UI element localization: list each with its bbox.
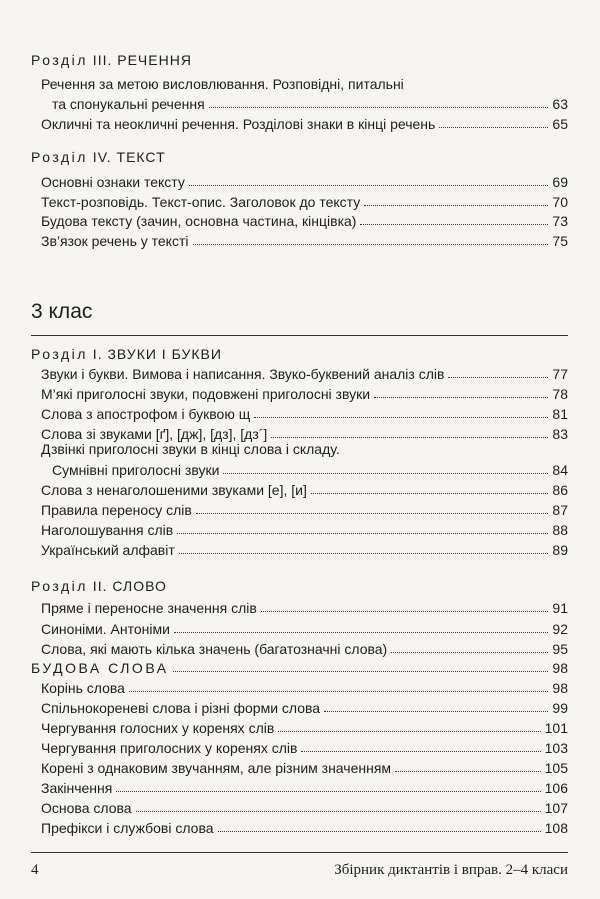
toc-entry: Спільнокореневі слова і різні форми слова 99 bbox=[41, 700, 568, 716]
toc-entry: Корені з однаковим звучанням, але різним значенням 105 bbox=[41, 760, 568, 776]
toc-entry: Чергування голосних у коренях слів 101 bbox=[41, 720, 568, 736]
toc-entry: Зв’язок речень у тексті 75 bbox=[41, 233, 568, 249]
toc-entry: Правила переносу слів 87 bbox=[41, 502, 568, 518]
toc-entry: Основні ознаки тексту 69 bbox=[41, 174, 568, 190]
toc-entry: Пряме і переносне значення слів 91 bbox=[41, 600, 568, 616]
toc-entry: Звуки і букви. Вимова і написання. Звуко-буквений аналіз слів 77 bbox=[41, 366, 568, 382]
page-number: 4 bbox=[31, 862, 39, 878]
toc-entry: Синоніми. Антоніми 92 bbox=[41, 621, 568, 637]
footer-divider bbox=[31, 852, 568, 853]
section-title-word: Розділ II. СЛОВО bbox=[31, 578, 167, 594]
toc-entry: Український алфавіт 89 bbox=[41, 542, 568, 558]
toc-entry: Текст-розповідь. Текст-опис. Заголовок до тексту 70 bbox=[41, 194, 568, 210]
book-title: Збірник диктантів і вправ. 2–4 класи bbox=[334, 862, 568, 878]
toc-entry: Окличні та неокличні речення. Розділові знаки в кінці речень 65 bbox=[41, 116, 568, 132]
entry-continuation: Дзвінкі приголосні звуки в кінці слова і складу. bbox=[41, 441, 340, 457]
toc-entry: Основа слова 107 bbox=[41, 800, 568, 816]
toc-entry: Слова, які мають кілька значень (багатозначні слова) 95 bbox=[41, 641, 568, 657]
toc-entry: М’які приголосні звуки, подовжені приголосні звуки 78 bbox=[41, 386, 568, 402]
toc-entry: Наголошування слів 88 bbox=[41, 522, 568, 538]
section-title-sentence: Розділ III. РЕЧЕННЯ bbox=[31, 52, 192, 68]
toc-entry: Префікси і службові слова 108 bbox=[41, 820, 568, 836]
toc-entry: Будова тексту (зачин, основна частина, кінцівка) 73 bbox=[41, 213, 568, 229]
entry-continuation: Речення за метою висловлювання. Розповідні, питальні bbox=[41, 76, 404, 92]
section-divider bbox=[31, 335, 568, 336]
toc-entry: Сумнівні приголосні звуки 84 bbox=[52, 462, 568, 478]
toc-entry: Слова зі звуками [ґ], [дж], [дз], [дз´] 83 bbox=[41, 426, 568, 442]
toc-entry: Слова з апострофом і буквою щ 81 bbox=[41, 406, 568, 422]
grade-heading: 3 клас bbox=[31, 300, 93, 323]
section-title-sounds-letters: Розділ I. ЗВУКИ І БУКВИ bbox=[31, 346, 222, 362]
toc-entry: та спонукальні речення 63 bbox=[52, 96, 568, 112]
toc-entry-word-structure: БУДОВА СЛОВА 98 bbox=[31, 660, 568, 676]
toc-entry: Чергування приголосних у коренях слів 103 bbox=[41, 740, 568, 756]
section-title-text: Розділ IV. ТЕКСТ bbox=[31, 149, 166, 165]
toc-entry: Закінчення 106 bbox=[41, 780, 568, 796]
toc-entry: Корінь слова 98 bbox=[41, 680, 568, 696]
toc-entry: Слова з ненаголошеними звуками [е], [и] 86 bbox=[41, 482, 568, 498]
